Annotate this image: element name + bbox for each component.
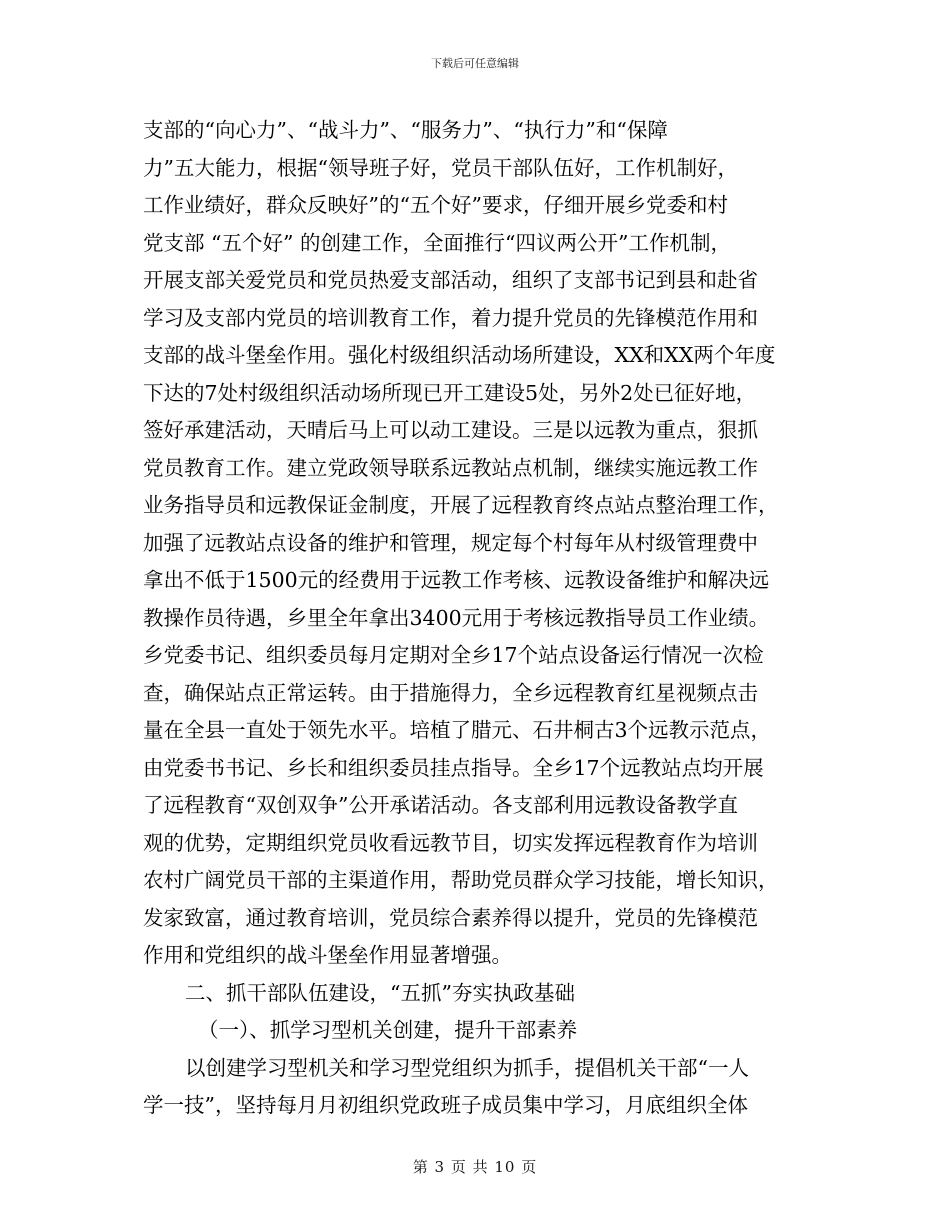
paragraph-line: 观的优势，定期组织党员收看远教节目，切实发挥远程教育作为培训 <box>143 830 758 855</box>
paragraph-line: 党支部 “五个好” 的创建工作，全面推行“四议两公开”工作机制， <box>143 230 731 255</box>
paragraph-line: 签好承建活动，天晴后马上可以动工建设。三是以远教为重点，狠抓 <box>143 418 758 442</box>
paragraph-line: 开展支部关爱党员和党员热爱支部活动，组织了支部书记到县和赴省 <box>143 268 758 292</box>
paragraph-line: 学一技”，坚持每月月初组织党政班子成员集中学习，月底组织全体 <box>143 1093 748 1117</box>
paragraph-line: 教操作员待遇，乡里全年拿出3400元用于考核远教指导员工作业绩。 <box>143 605 770 630</box>
section-heading: 二、抓干部队伍建设，“五抓”夯实执政基础 <box>185 980 575 1005</box>
document-body <box>143 112 813 1125</box>
paragraph-line: 以创建学习型机关和学习型党组织为抓手，提倡机关干部“一人 <box>185 1055 749 1080</box>
paragraph-line: 党员教育工作。建立党政领导联系远教站点机制，继续实施远教工作 <box>143 455 758 480</box>
paragraph-line: 力”五大能力，根据“领导班子好，党员干部队伍好，工作机制好， <box>143 155 738 180</box>
paragraph-line: 支部的战斗堡垒作用。强化村级组织活动场所建设，XX和XX两个年度 <box>143 343 776 367</box>
paragraph-line: 发家致富，通过教育培训，党员综合素养得以提升，党员的先锋模范 <box>143 905 758 930</box>
paragraph-line: 业务指导员和远教保证金制度，开展了远程教育终点站点整治理工作， <box>143 493 779 517</box>
paragraph-line: 拿出不低于1500元的经费用于远教工作考核、远教设备维护和解决远 <box>143 568 770 592</box>
page-footer: 第 3 页 共 10 页 <box>412 1158 538 1176</box>
paragraph-line: 学习及支部内党员的培训教育工作，着力提升党员的先锋模范作用和 <box>143 305 758 330</box>
paragraph-line: 了远程教育“双创双争”公开承诺活动。各支部利用远教设备教学直 <box>143 793 738 817</box>
paragraph-line: 量在全县一直处于领先水平。培植了腊元、石井桐古3个远教示范点， <box>143 718 772 742</box>
paragraph-line: 乡党委书记、组织委员每月定期对全乡17个站点设备运行情况一次检 <box>143 643 764 667</box>
paragraph-line: 农村广阔党员干部的主渠道作用，帮助党员群众学习技能，增长知识， <box>143 868 779 892</box>
page-header: 下载后可任意编辑 <box>431 57 519 70</box>
paragraph-line: 工作业绩好，群众反映好”的“五个好”要求，仔细开展乡党委和村 <box>143 193 728 217</box>
paragraph-line: 支部的“向心力”、“战斗力”、“服务力”、“执行力”和“保障 <box>143 118 668 142</box>
subsection-heading: （一）、抓学习型机关创建，提升干部素养 <box>198 1018 578 1042</box>
paragraph-line: 由党委书书记、乡长和组织委员挂点指导。全乡17个远教站点均开展 <box>143 755 764 780</box>
paragraph-line: 查，确保站点正常运转。由于措施得力，全乡远程教育红星视频点击 <box>143 680 758 705</box>
paragraph-line: 加强了远教站点设备的维护和管理，规定每个村每年从村级管理费中 <box>143 530 758 555</box>
paragraph-line: 作用和党组织的战斗堡垒作用显著增强。 <box>143 943 512 967</box>
paragraph-line: 下达的7处村级组织活动场所现已开工建设5处，另外2处已征好地， <box>143 380 757 405</box>
